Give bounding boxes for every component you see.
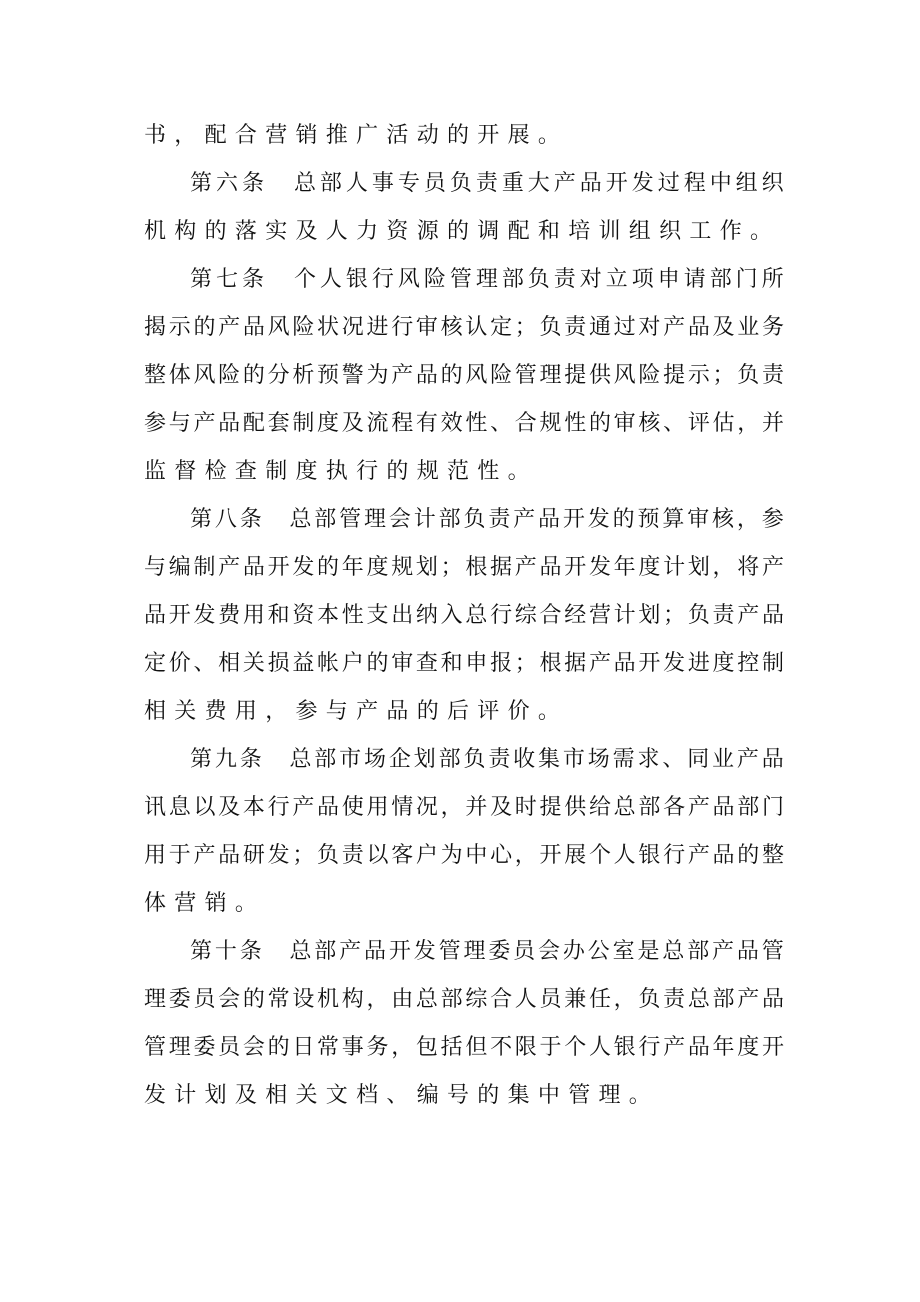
- article-7-line-1: 第 七 条 个 人 银 行 风 险 管 理 部 负 责 对 立 项 申 请 部 门 所: [190, 267, 784, 292]
- article-8-line-1: 第 八 条 总 部 管 理 会 计 部 负 责 产 品 开 发 的 预 算 审 核 ， 参: [190, 507, 784, 532]
- article-8-line-5: 相关费用，参与产品的后评价。: [144, 699, 569, 724]
- article-7-line-4: 参 与 产 品 配 套 制 度 及 流 程 有 效 性 、 合 规 性 的 审 核 、 评 估 ， 并: [144, 411, 784, 436]
- article-8-line-2: 与 编 制 产 品 开 发 的 年 度 规 划 ； 根 据 产 品 开 发 年 度 计 划 ， 将 产: [144, 555, 784, 580]
- article-10-line-3: 管 理 委 员 会 的 日 常 事 务 ， 包 括 但 不 限 于 个 人 银 行 产 品 年 度 开: [144, 1035, 784, 1060]
- article-7-line-3: 整 体 风 险 的 分 析 预 警 为 产 品 的 风 险 管 理 提 供 风 险 提 示 ； 负 责: [144, 363, 784, 388]
- article-9-line-2: 讯 息 以 及 本 行 产 品 使 用 情 况 ， 并 及 时 提 供 给 总 部 各 产 品 部 门: [144, 795, 784, 820]
- article-10-line-4: 发计划及相关文档、编号的集中管理。: [144, 1083, 660, 1108]
- document-body: [144, 112, 784, 1120]
- article-10-line-1: 第 十 条 总 部 产 品 开 发 管 理 委 员 会 办 公 室 是 总 部 产 品 管: [190, 939, 784, 964]
- article-8-line-4: 定 价 、 相 关 损 益 帐 户 的 审 查 和 申 报 ； 根 据 产 品 开 发 进 度 控 制: [144, 651, 784, 676]
- article-6-line-1: 第 六 条 总 部 人 事 专 员 负 责 重 大 产 品 开 发 过 程 中 组 织: [190, 171, 784, 196]
- article-7-line-2: 揭 示 的 产 品 风 险 状 况 进 行 审 核 认 定 ； 负 责 通 过 对 产 品 及 业 务: [144, 315, 784, 340]
- article-10-line-2: 理 委 员 会 的 常 设 机 构 ， 由 总 部 综 合 人 员 兼 任 ， 负 责 总 部 产 品: [144, 987, 784, 1012]
- article-9-line-3: 用 于 产 品 研 发 ； 负 责 以 客 户 为 中 心 ， 开 展 个 人 银 行 产 品 的 整: [144, 843, 784, 868]
- article-8-line-3: 品 开 发 费 用 和 资 本 性 支 出 纳 入 总 行 综 合 经 营 计 划 ； 负 责 产 品: [144, 603, 784, 628]
- paragraph-line: 书，配合营销推广活动的开展。: [144, 123, 569, 148]
- article-7-line-5: 监督检查制度执行的规范性。: [144, 459, 538, 484]
- article-6-line-2: 机构的落实及人力资源的调配和培训组织工作。: [144, 219, 781, 244]
- article-9-line-1: 第 九 条 总 部 市 场 企 划 部 负 责 收 集 市 场 需 求 、 同 业 产 品: [190, 747, 784, 772]
- article-9-line-4: 体营销。: [144, 891, 266, 916]
